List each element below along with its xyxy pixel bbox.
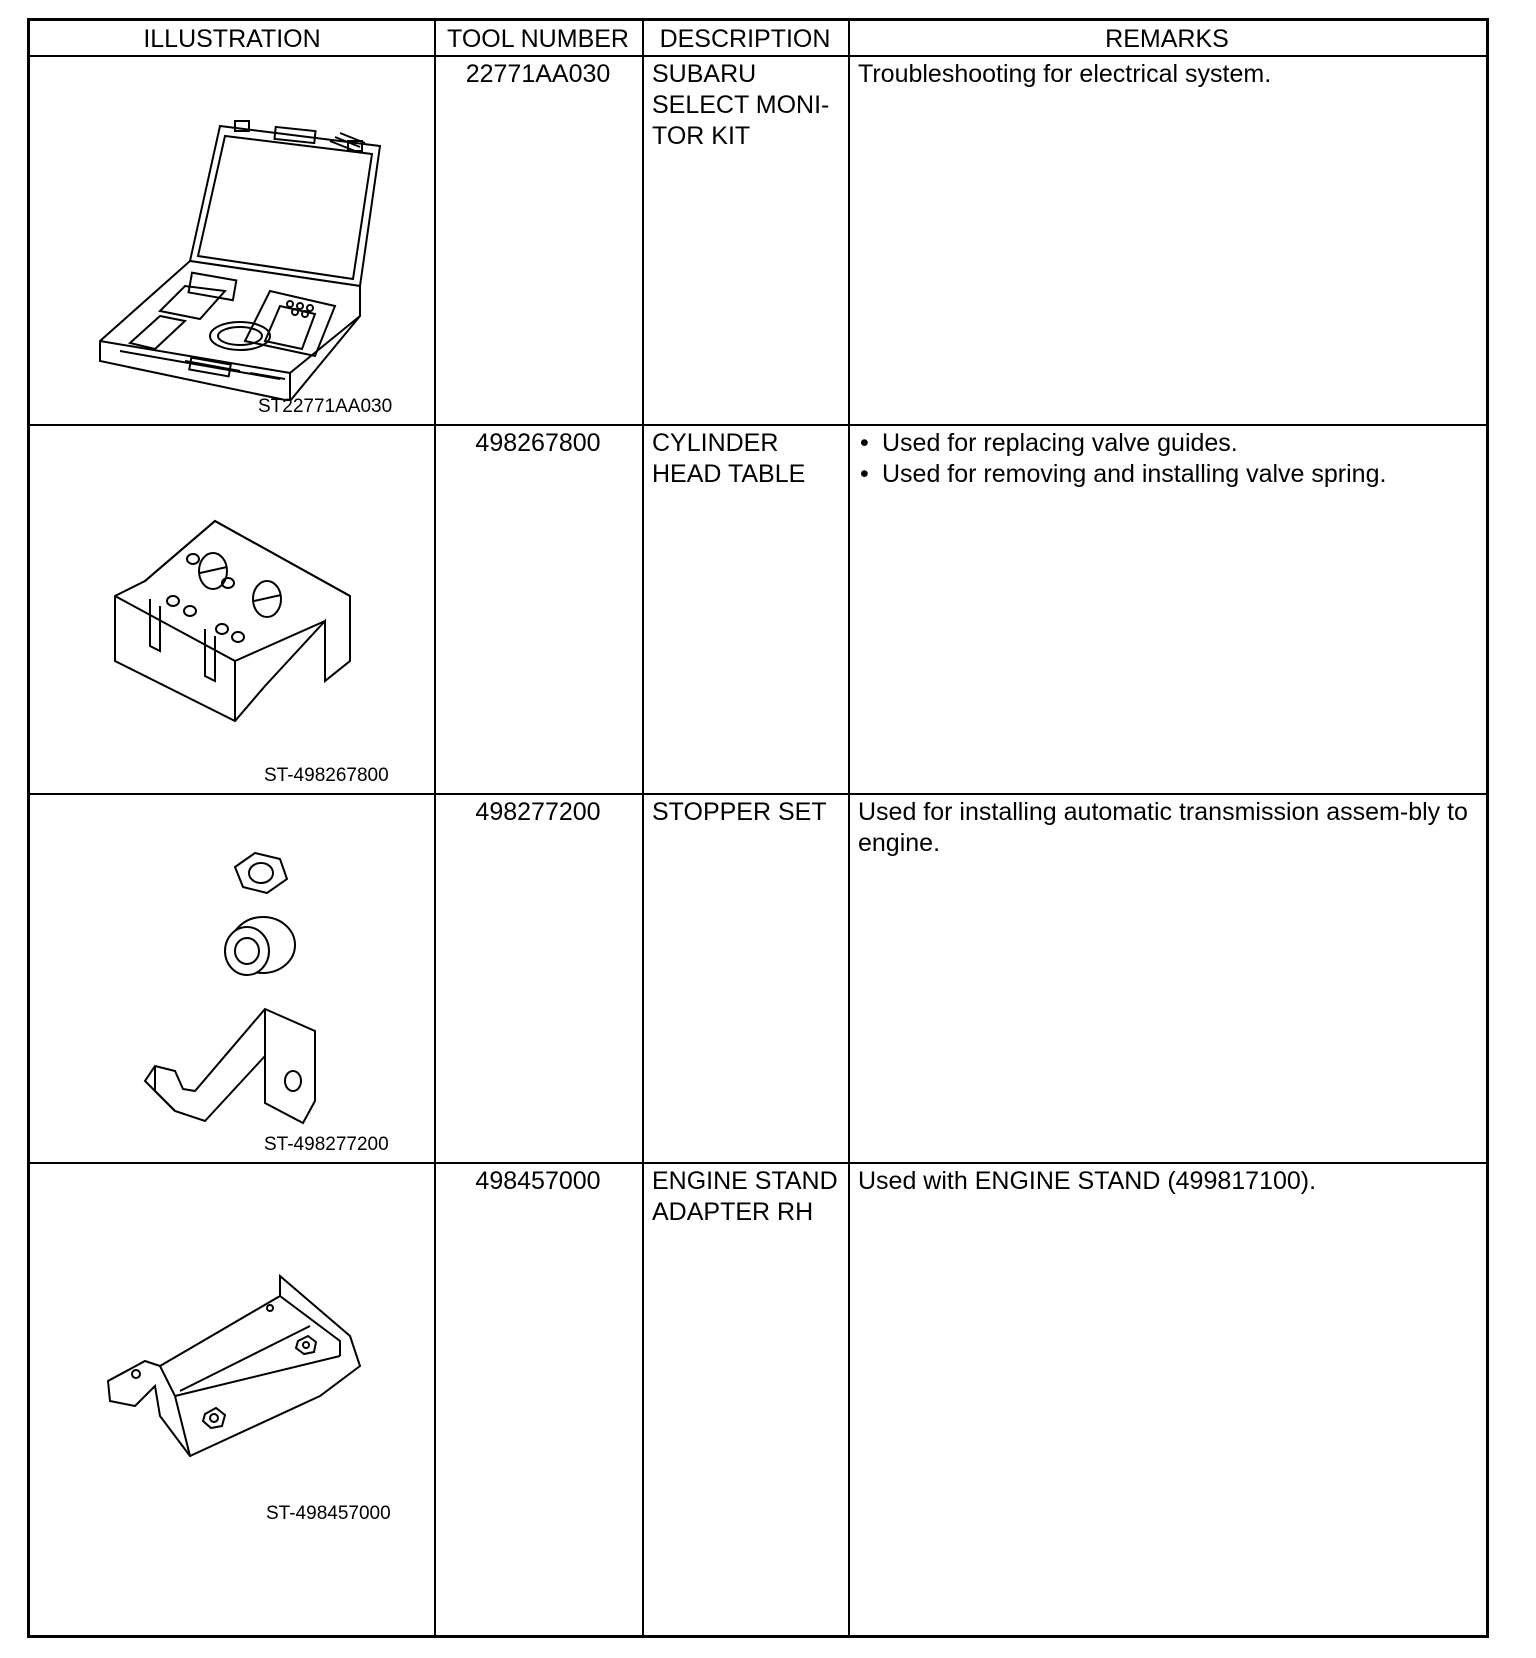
header-illustration: ILLUSTRATION — [143, 25, 321, 53]
description: SUBARU SELECT MONI-TOR KIT — [652, 60, 830, 150]
description: CYLINDER HEAD TABLE — [652, 429, 806, 488]
row-divider — [30, 424, 1486, 426]
remark-bullet: • Used for removing and installing valve spring. — [858, 459, 1478, 490]
illustration-caption: ST22771AA030 — [258, 396, 393, 417]
header-tool-number: TOOL NUMBER — [447, 25, 629, 53]
header-description: DESCRIPTION — [659, 25, 831, 53]
header-remarks: REMARKS — [1105, 25, 1229, 53]
remarks — [858, 428, 1478, 490]
tool-number: 498277200 — [475, 798, 601, 826]
illustration-caption: ST-498277200 — [264, 1134, 389, 1155]
special-tools-table — [27, 18, 1489, 1638]
description: ENGINE STAND ADAPTER RH — [652, 1167, 838, 1226]
illustration-caption: ST-498457000 — [266, 1503, 391, 1524]
tool-number: 498267800 — [475, 429, 601, 457]
remarks: Used for installing automatic transmission assem-bly to engine. — [858, 798, 1468, 857]
stopper-set-icon — [135, 841, 335, 1141]
cylinder-head-table-icon — [105, 511, 365, 731]
description: STOPPER SET — [652, 798, 827, 826]
remarks: Used with ENGINE STAND (499817100). — [858, 1167, 1317, 1195]
monitor-kit-case-icon — [90, 111, 390, 401]
column-divider — [848, 21, 850, 1635]
column-divider — [642, 21, 644, 1635]
illustration-caption: ST-498267800 — [264, 765, 389, 786]
tool-number: 498457000 — [475, 1167, 601, 1195]
engine-stand-adapter-icon — [100, 1266, 370, 1466]
row-divider — [30, 1162, 1486, 1164]
remark-bullet: • Used for replacing valve guides. — [858, 428, 1478, 459]
tool-number: 22771AA030 — [465, 60, 611, 88]
row-divider — [30, 793, 1486, 795]
remarks: Troubleshooting for electrical system. — [858, 60, 1272, 88]
column-divider — [434, 21, 436, 1635]
